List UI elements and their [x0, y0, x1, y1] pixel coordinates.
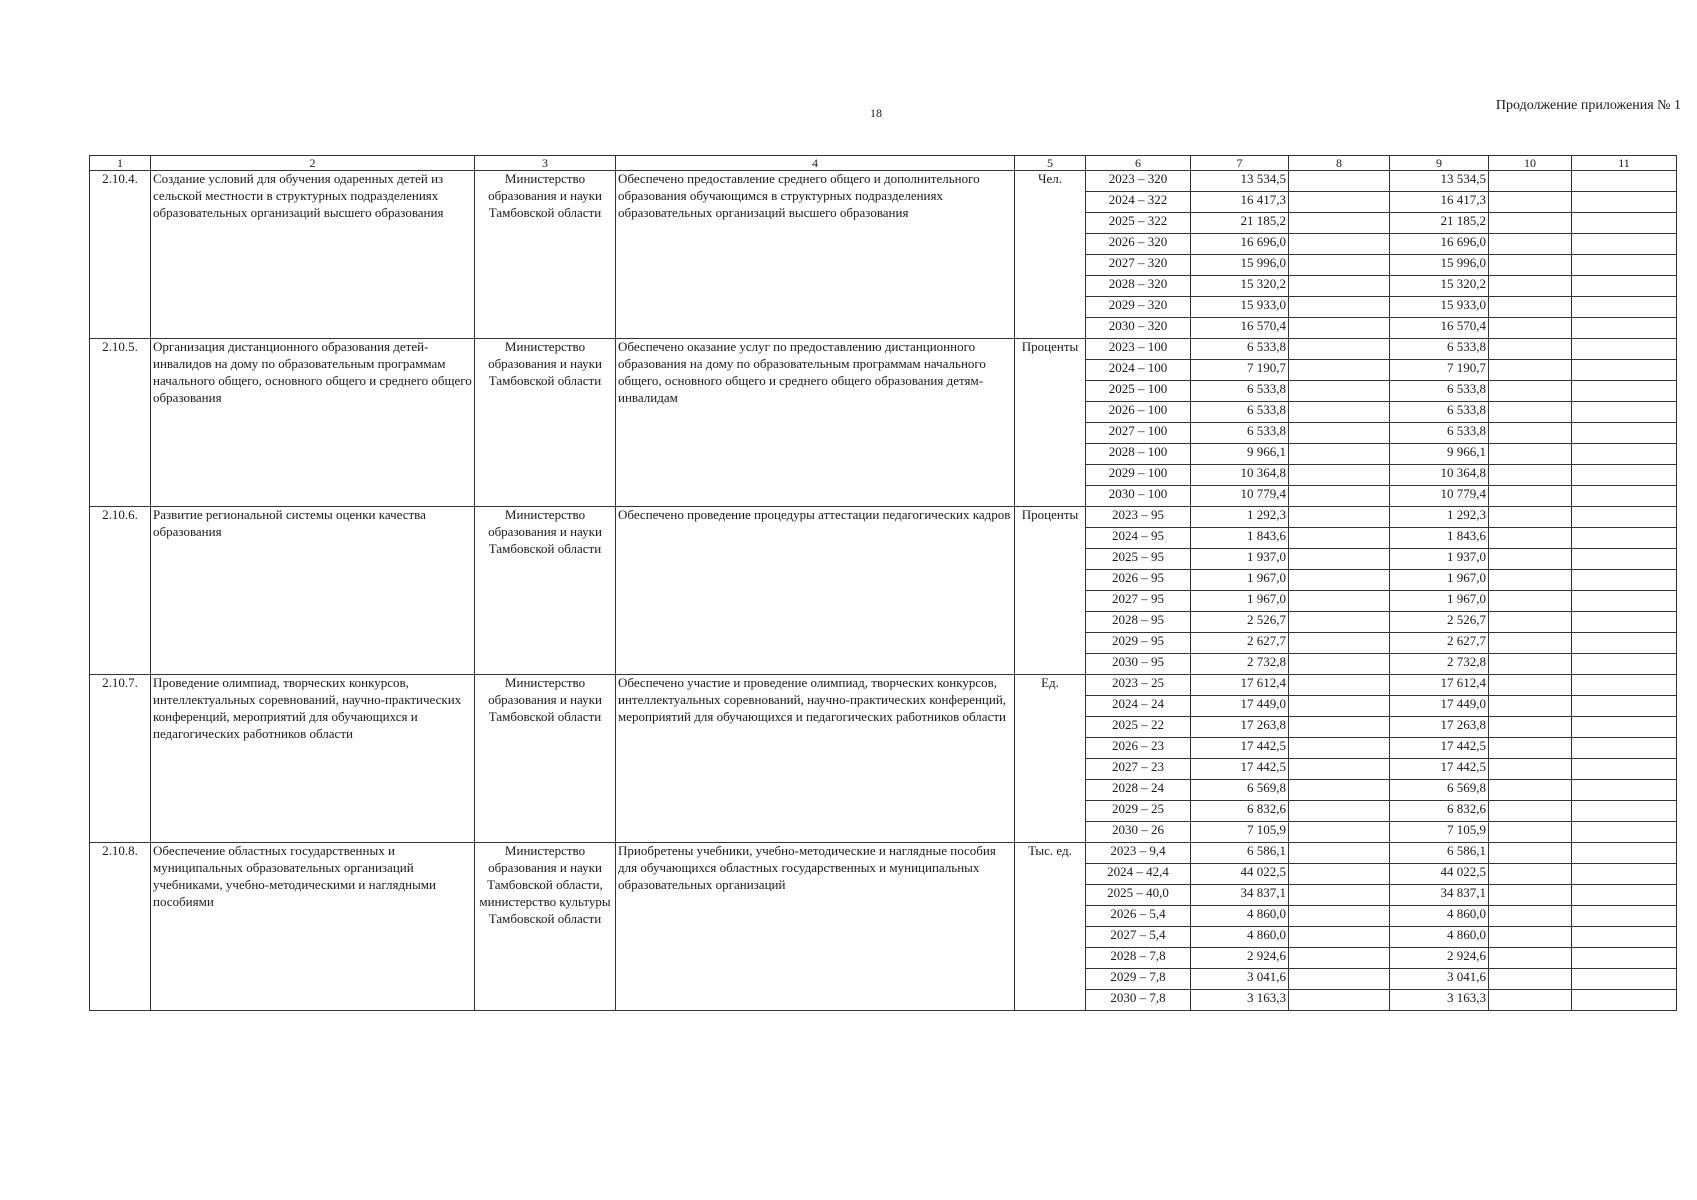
- col10-cell: [1489, 528, 1572, 549]
- regional-budget-cell: 6 832,6: [1390, 801, 1489, 822]
- col11-cell: [1572, 927, 1677, 948]
- col10-cell: [1489, 948, 1572, 969]
- regional-budget-cell: 15 933,0: [1390, 297, 1489, 318]
- col11-cell: [1572, 444, 1677, 465]
- regional-budget-cell: 9 966,1: [1390, 444, 1489, 465]
- regional-budget-cell: 6 586,1: [1390, 843, 1489, 864]
- regional-budget-cell: 17 263,8: [1390, 717, 1489, 738]
- measure-name: Организация дистанционного образования детей-инвалидов на дому по образовательным программам начального общего, основного общего и среднего общего образования: [151, 339, 475, 507]
- total-cell: 17 263,8: [1191, 717, 1289, 738]
- year-cell: 2025 – 22: [1086, 717, 1191, 738]
- regional-budget-cell: 17 442,5: [1390, 738, 1489, 759]
- col11-cell: [1572, 633, 1677, 654]
- col10-cell: [1489, 612, 1572, 633]
- table-row: [90, 843, 1677, 864]
- executor: Министерство образования и науки Тамбовской области: [475, 507, 616, 675]
- column-number: 9: [1390, 156, 1489, 171]
- col11-cell: [1572, 318, 1677, 339]
- col8-cell: [1289, 465, 1390, 486]
- regional-budget-cell: 3 041,6: [1390, 969, 1489, 990]
- result-description: Приобретены учебники, учебно-методические и наглядные пособия для обучающихся областных государственных и муниципальных образовательных организаций: [616, 843, 1015, 1011]
- col8-cell: [1289, 675, 1390, 696]
- item-number: 2.10.8.: [90, 843, 151, 1011]
- year-cell: 2024 – 24: [1086, 696, 1191, 717]
- col10-cell: [1489, 822, 1572, 843]
- total-cell: 34 837,1: [1191, 885, 1289, 906]
- regional-budget-cell: 2 924,6: [1390, 948, 1489, 969]
- year-cell: 2026 – 5,4: [1086, 906, 1191, 927]
- unit-of-measure: Ед.: [1015, 675, 1086, 843]
- col11-cell: [1572, 339, 1677, 360]
- col10-cell: [1489, 801, 1572, 822]
- regional-budget-cell: 10 779,4: [1390, 486, 1489, 507]
- col11-cell: [1572, 864, 1677, 885]
- col8-cell: [1289, 255, 1390, 276]
- col10-cell: [1489, 339, 1572, 360]
- col8-cell: [1289, 654, 1390, 675]
- col10-cell: [1489, 255, 1572, 276]
- col11-cell: [1572, 654, 1677, 675]
- column-number: 2: [151, 156, 475, 171]
- year-cell: 2027 – 23: [1086, 759, 1191, 780]
- regional-budget-cell: 2 732,8: [1390, 654, 1489, 675]
- total-cell: 16 417,3: [1191, 192, 1289, 213]
- col11-cell: [1572, 969, 1677, 990]
- regional-budget-cell: 1 937,0: [1390, 549, 1489, 570]
- total-cell: 6 569,8: [1191, 780, 1289, 801]
- col10-cell: [1489, 297, 1572, 318]
- col11-cell: [1572, 297, 1677, 318]
- total-cell: 1 967,0: [1191, 570, 1289, 591]
- col11-cell: [1572, 402, 1677, 423]
- regional-budget-cell: 16 417,3: [1390, 192, 1489, 213]
- regional-budget-cell: 16 570,4: [1390, 318, 1489, 339]
- column-number: 8: [1289, 156, 1390, 171]
- regional-budget-cell: 3 163,3: [1390, 990, 1489, 1011]
- year-cell: 2030 – 26: [1086, 822, 1191, 843]
- year-cell: 2025 – 40,0: [1086, 885, 1191, 906]
- col10-cell: [1489, 780, 1572, 801]
- executor: Министерство образования и науки Тамбовской области: [475, 171, 616, 339]
- col8-cell: [1289, 990, 1390, 1011]
- col10-cell: [1489, 864, 1572, 885]
- col11-cell: [1572, 192, 1677, 213]
- year-cell: 2023 – 95: [1086, 507, 1191, 528]
- col11-cell: [1572, 171, 1677, 192]
- col8-cell: [1289, 822, 1390, 843]
- col11-cell: [1572, 570, 1677, 591]
- col10-cell: [1489, 234, 1572, 255]
- executor: Министерство образования и науки Тамбовской области: [475, 339, 616, 507]
- col11-cell: [1572, 843, 1677, 864]
- col11-cell: [1572, 801, 1677, 822]
- col10-cell: [1489, 570, 1572, 591]
- col10-cell: [1489, 885, 1572, 906]
- year-cell: 2028 – 100: [1086, 444, 1191, 465]
- col10-cell: [1489, 717, 1572, 738]
- col8-cell: [1289, 927, 1390, 948]
- year-cell: 2029 – 25: [1086, 801, 1191, 822]
- total-cell: 2 924,6: [1191, 948, 1289, 969]
- total-cell: 6 533,8: [1191, 339, 1289, 360]
- executor: Министерство образования и науки Тамбовской области: [475, 675, 616, 843]
- col8-cell: [1289, 843, 1390, 864]
- col10-cell: [1489, 360, 1572, 381]
- regional-budget-cell: 1 292,3: [1390, 507, 1489, 528]
- year-cell: 2025 – 322: [1086, 213, 1191, 234]
- col10-cell: [1489, 927, 1572, 948]
- year-cell: 2029 – 320: [1086, 297, 1191, 318]
- total-cell: 44 022,5: [1191, 864, 1289, 885]
- col11-cell: [1572, 675, 1677, 696]
- col11-cell: [1572, 612, 1677, 633]
- result-description: Обеспечено участие и проведение олимпиад, творческих конкурсов, интеллектуальных соревнований, научно-практических конференций, мероприятий для обучающихся и педагогических работников области: [616, 675, 1015, 843]
- col8-cell: [1289, 360, 1390, 381]
- col10-cell: [1489, 738, 1572, 759]
- col8-cell: [1289, 864, 1390, 885]
- total-cell: 9 966,1: [1191, 444, 1289, 465]
- regional-budget-cell: 6 569,8: [1390, 780, 1489, 801]
- col10-cell: [1489, 192, 1572, 213]
- col8-cell: [1289, 423, 1390, 444]
- year-cell: 2029 – 7,8: [1086, 969, 1191, 990]
- col8-cell: [1289, 297, 1390, 318]
- regional-budget-cell: 34 837,1: [1390, 885, 1489, 906]
- col11-cell: [1572, 780, 1677, 801]
- total-cell: 17 442,5: [1191, 738, 1289, 759]
- col8-cell: [1289, 549, 1390, 570]
- table-row: [90, 507, 1677, 528]
- col11-cell: [1572, 990, 1677, 1011]
- executor: Министерство образования и науки Тамбовской области, министерство культуры Тамбовской области: [475, 843, 616, 1011]
- total-cell: 4 860,0: [1191, 927, 1289, 948]
- col11-cell: [1572, 591, 1677, 612]
- result-description: Обеспечено проведение процедуры аттестации педагогических кадров: [616, 507, 1015, 675]
- table-row: [90, 675, 1677, 696]
- total-cell: 10 364,8: [1191, 465, 1289, 486]
- total-cell: 17 612,4: [1191, 675, 1289, 696]
- year-cell: 2030 – 7,8: [1086, 990, 1191, 1011]
- col8-cell: [1289, 507, 1390, 528]
- year-cell: 2023 – 9,4: [1086, 843, 1191, 864]
- year-cell: 2023 – 100: [1086, 339, 1191, 360]
- column-number: 10: [1489, 156, 1572, 171]
- item-number: 2.10.7.: [90, 675, 151, 843]
- col11-cell: [1572, 885, 1677, 906]
- col10-cell: [1489, 696, 1572, 717]
- col10-cell: [1489, 318, 1572, 339]
- col8-cell: [1289, 591, 1390, 612]
- total-cell: 15 996,0: [1191, 255, 1289, 276]
- item-number: 2.10.4.: [90, 171, 151, 339]
- col10-cell: [1489, 444, 1572, 465]
- total-cell: 6 533,8: [1191, 381, 1289, 402]
- unit-of-measure: Чел.: [1015, 171, 1086, 339]
- regional-budget-cell: 1 843,6: [1390, 528, 1489, 549]
- total-cell: 17 449,0: [1191, 696, 1289, 717]
- col8-cell: [1289, 801, 1390, 822]
- regional-budget-cell: 44 022,5: [1390, 864, 1489, 885]
- col10-cell: [1489, 465, 1572, 486]
- col10-cell: [1489, 381, 1572, 402]
- regional-budget-cell: 2 627,7: [1390, 633, 1489, 654]
- year-cell: 2027 – 320: [1086, 255, 1191, 276]
- regional-budget-cell: 21 185,2: [1390, 213, 1489, 234]
- col10-cell: [1489, 591, 1572, 612]
- total-cell: 1 937,0: [1191, 549, 1289, 570]
- col8-cell: [1289, 570, 1390, 591]
- year-cell: 2029 – 95: [1086, 633, 1191, 654]
- col10-cell: [1489, 213, 1572, 234]
- year-cell: 2028 – 24: [1086, 780, 1191, 801]
- col10-cell: [1489, 675, 1572, 696]
- col11-cell: [1572, 255, 1677, 276]
- col11-cell: [1572, 381, 1677, 402]
- col8-cell: [1289, 444, 1390, 465]
- col10-cell: [1489, 654, 1572, 675]
- col11-cell: [1572, 717, 1677, 738]
- col8-cell: [1289, 759, 1390, 780]
- year-cell: 2027 – 100: [1086, 423, 1191, 444]
- col11-cell: [1572, 507, 1677, 528]
- col8-cell: [1289, 381, 1390, 402]
- column-number-row: [90, 156, 1677, 171]
- col11-cell: [1572, 738, 1677, 759]
- regional-budget-cell: 6 533,8: [1390, 423, 1489, 444]
- regional-budget-cell: 17 449,0: [1390, 696, 1489, 717]
- item-number: 2.10.6.: [90, 507, 151, 675]
- regional-budget-cell: 4 860,0: [1390, 927, 1489, 948]
- col10-cell: [1489, 990, 1572, 1011]
- col8-cell: [1289, 738, 1390, 759]
- col8-cell: [1289, 969, 1390, 990]
- total-cell: 1 843,6: [1191, 528, 1289, 549]
- total-cell: 6 533,8: [1191, 402, 1289, 423]
- col8-cell: [1289, 717, 1390, 738]
- col10-cell: [1489, 423, 1572, 444]
- col8-cell: [1289, 318, 1390, 339]
- unit-of-measure: Проценты: [1015, 507, 1086, 675]
- col11-cell: [1572, 822, 1677, 843]
- year-cell: 2027 – 95: [1086, 591, 1191, 612]
- col8-cell: [1289, 402, 1390, 423]
- col10-cell: [1489, 486, 1572, 507]
- regional-budget-cell: 4 860,0: [1390, 906, 1489, 927]
- year-cell: 2028 – 320: [1086, 276, 1191, 297]
- regional-budget-cell: 15 996,0: [1390, 255, 1489, 276]
- col10-cell: [1489, 171, 1572, 192]
- regional-budget-cell: 7 190,7: [1390, 360, 1489, 381]
- col11-cell: [1572, 276, 1677, 297]
- regional-budget-cell: 2 526,7: [1390, 612, 1489, 633]
- year-cell: 2026 – 100: [1086, 402, 1191, 423]
- regional-budget-cell: 10 364,8: [1390, 465, 1489, 486]
- col8-cell: [1289, 696, 1390, 717]
- col10-cell: [1489, 507, 1572, 528]
- result-description: Обеспечено оказание услуг по предоставлению дистанционного образования на дому по образовательным программам начального общего, основного общего и среднего общего образования детям-инвалидам: [616, 339, 1015, 507]
- col8-cell: [1289, 276, 1390, 297]
- regional-budget-cell: 1 967,0: [1390, 570, 1489, 591]
- year-cell: 2024 – 100: [1086, 360, 1191, 381]
- regional-budget-cell: 17 442,5: [1390, 759, 1489, 780]
- column-number: 4: [616, 156, 1015, 171]
- total-cell: 7 190,7: [1191, 360, 1289, 381]
- year-cell: 2024 – 322: [1086, 192, 1191, 213]
- col10-cell: [1489, 276, 1572, 297]
- total-cell: 16 696,0: [1191, 234, 1289, 255]
- table-row: [90, 339, 1677, 360]
- year-cell: 2024 – 95: [1086, 528, 1191, 549]
- col8-cell: [1289, 948, 1390, 969]
- total-cell: 6 586,1: [1191, 843, 1289, 864]
- regional-budget-cell: 13 534,5: [1390, 171, 1489, 192]
- regional-budget-cell: 7 105,9: [1390, 822, 1489, 843]
- col10-cell: [1489, 906, 1572, 927]
- regional-budget-cell: 6 533,8: [1390, 381, 1489, 402]
- col11-cell: [1572, 213, 1677, 234]
- year-cell: 2028 – 7,8: [1086, 948, 1191, 969]
- total-cell: 13 534,5: [1191, 171, 1289, 192]
- total-cell: 7 105,9: [1191, 822, 1289, 843]
- col8-cell: [1289, 486, 1390, 507]
- total-cell: 1 292,3: [1191, 507, 1289, 528]
- year-cell: 2030 – 320: [1086, 318, 1191, 339]
- col8-cell: [1289, 339, 1390, 360]
- year-cell: 2026 – 320: [1086, 234, 1191, 255]
- col10-cell: [1489, 402, 1572, 423]
- year-cell: 2023 – 25: [1086, 675, 1191, 696]
- measure-name: Развитие региональной системы оценки качества образования: [151, 507, 475, 675]
- year-cell: 2026 – 23: [1086, 738, 1191, 759]
- year-cell: 2028 – 95: [1086, 612, 1191, 633]
- year-cell: 2026 – 95: [1086, 570, 1191, 591]
- col8-cell: [1289, 906, 1390, 927]
- column-number: 11: [1572, 156, 1677, 171]
- col11-cell: [1572, 423, 1677, 444]
- measure-name: Обеспечение областных государственных и муниципальных образовательных организаций учебниками, учебно-методическими и наглядными пособиями: [151, 843, 475, 1011]
- total-cell: 4 860,0: [1191, 906, 1289, 927]
- col11-cell: [1572, 465, 1677, 486]
- col8-cell: [1289, 612, 1390, 633]
- col8-cell: [1289, 234, 1390, 255]
- item-number: 2.10.5.: [90, 339, 151, 507]
- col11-cell: [1572, 486, 1677, 507]
- regional-budget-cell: 17 612,4: [1390, 675, 1489, 696]
- column-number: 3: [475, 156, 616, 171]
- total-cell: 16 570,4: [1191, 318, 1289, 339]
- col8-cell: [1289, 885, 1390, 906]
- total-cell: 17 442,5: [1191, 759, 1289, 780]
- col10-cell: [1489, 843, 1572, 864]
- col8-cell: [1289, 213, 1390, 234]
- measure-name: Создание условий для обучения одаренных детей из сельской местности в структурных подразделениях образовательных организаций высшего образования: [151, 171, 475, 339]
- total-cell: 3 041,6: [1191, 969, 1289, 990]
- col11-cell: [1572, 528, 1677, 549]
- col11-cell: [1572, 948, 1677, 969]
- total-cell: 21 185,2: [1191, 213, 1289, 234]
- unit-of-measure: Проценты: [1015, 339, 1086, 507]
- table-row: [90, 171, 1677, 192]
- total-cell: 2 627,7: [1191, 633, 1289, 654]
- regional-budget-cell: 6 533,8: [1390, 339, 1489, 360]
- program-table: [89, 155, 1677, 1011]
- total-cell: 1 967,0: [1191, 591, 1289, 612]
- year-cell: 2027 – 5,4: [1086, 927, 1191, 948]
- total-cell: 6 533,8: [1191, 423, 1289, 444]
- col8-cell: [1289, 780, 1390, 801]
- col8-cell: [1289, 528, 1390, 549]
- regional-budget-cell: 15 320,2: [1390, 276, 1489, 297]
- continuation-note: Продолжение приложения № 1: [1495, 98, 1681, 113]
- year-cell: 2030 – 100: [1086, 486, 1191, 507]
- year-cell: 2023 – 320: [1086, 171, 1191, 192]
- col11-cell: [1572, 759, 1677, 780]
- measure-name: Проведение олимпиад, творческих конкурсов, интеллектуальных соревнований, научно-практических конференций, мероприятий для обучающихся и педагогических работников области: [151, 675, 475, 843]
- col10-cell: [1489, 759, 1572, 780]
- column-number: 1: [90, 156, 151, 171]
- col10-cell: [1489, 549, 1572, 570]
- total-cell: 6 832,6: [1191, 801, 1289, 822]
- column-number: 7: [1191, 156, 1289, 171]
- year-cell: 2025 – 95: [1086, 549, 1191, 570]
- year-cell: 2030 – 95: [1086, 654, 1191, 675]
- col11-cell: [1572, 696, 1677, 717]
- col8-cell: [1289, 192, 1390, 213]
- unit-of-measure: Тыс. ед.: [1015, 843, 1086, 1011]
- col8-cell: [1289, 171, 1390, 192]
- total-cell: 15 320,2: [1191, 276, 1289, 297]
- regional-budget-cell: 16 696,0: [1390, 234, 1489, 255]
- col10-cell: [1489, 969, 1572, 990]
- col10-cell: [1489, 633, 1572, 654]
- column-number: 6: [1086, 156, 1191, 171]
- result-description: Обеспечено предоставление среднего общего и дополнительного образования обучающимся в структурных подразделениях образовательных организаций высшего образования: [616, 171, 1015, 339]
- total-cell: 2 732,8: [1191, 654, 1289, 675]
- year-cell: 2029 – 100: [1086, 465, 1191, 486]
- col11-cell: [1572, 549, 1677, 570]
- year-cell: 2025 – 100: [1086, 381, 1191, 402]
- total-cell: 3 163,3: [1191, 990, 1289, 1011]
- column-number: 5: [1015, 156, 1086, 171]
- col11-cell: [1572, 360, 1677, 381]
- year-cell: 2024 – 42,4: [1086, 864, 1191, 885]
- col11-cell: [1572, 906, 1677, 927]
- regional-budget-cell: 6 533,8: [1390, 402, 1489, 423]
- col11-cell: [1572, 234, 1677, 255]
- regional-budget-cell: 1 967,0: [1390, 591, 1489, 612]
- page-number: 18: [870, 106, 882, 120]
- total-cell: 10 779,4: [1191, 486, 1289, 507]
- col8-cell: [1289, 633, 1390, 654]
- total-cell: 2 526,7: [1191, 612, 1289, 633]
- total-cell: 15 933,0: [1191, 297, 1289, 318]
